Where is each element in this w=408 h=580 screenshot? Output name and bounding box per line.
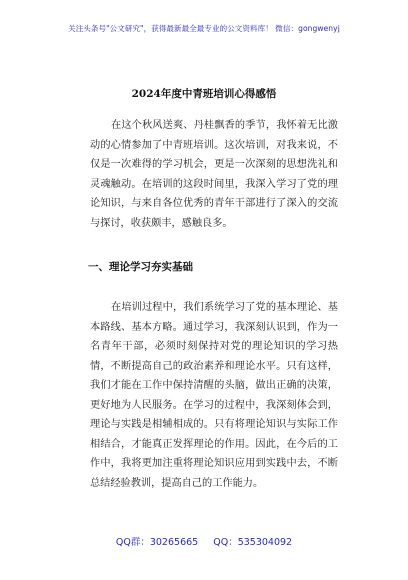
document-title: 2024年度中青班培训心得感悟: [131, 88, 277, 100]
paragraph-intro: 在这个秋风送爽、丹桂飘香的季节，我怀着无比激动的心情参加了中青班培训。这次培训，对我来说，不仅是一次难得的学习机会，更是一次深刻的思想洗礼和灵魂触动。在培训的这段时间里，我深入学习了党的理论知识，与来自各位优秀的青年干部进行了深入的交流与探讨，收获颇丰，感触良多。: [90, 120, 338, 229]
header-banner: 关注头条号"公文研究"，获得最新最全最专业的公文资料库！ 微信：gongwenyj: [68, 24, 340, 33]
section-heading-1: 一、理论学习夯实基础: [88, 261, 193, 273]
paragraph-theory-study: 在培训过程中，我们系统学习了党的基本理论、基本路线、基本方略。通过学习，我深刻认识到，作为一名青年干部，必须时刻保持对党的理论知识的学习热情，不断提高自己的政治素养和理论水平。只有这样，我们才能在工作中保持清醒的头脑，做出正确的决策，更好地为人民服务。在学习的过程中，我深刻体会到，理论与实践是相辅相成的。只有将理论知识与实际工作相结合，才能真正发挥理论的作用。因此，在今后的工作中，我将更加注重将理论知识应用到实践中去，不断总结经验教训，提高自己的工作能力。: [90, 302, 338, 489]
footer-qq: QQ：535304092: [213, 537, 293, 548]
footer-contact: [0, 534, 408, 548]
footer-qq-group: QQ群：30265665: [115, 537, 199, 548]
